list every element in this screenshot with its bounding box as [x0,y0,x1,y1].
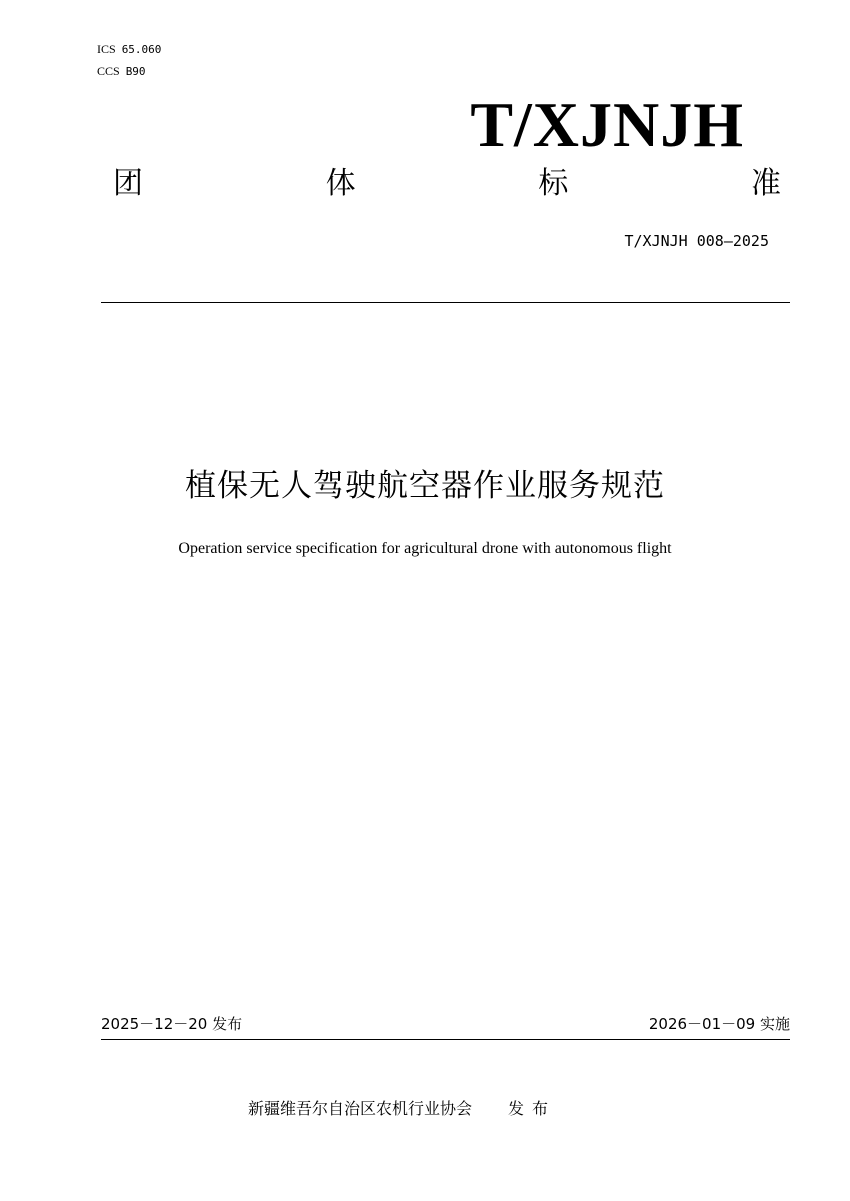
publish-action: 发布 [508,1099,557,1118]
ccs-classification [97,64,146,79]
ics-value: 65.060 [121,43,162,56]
standard-number: T/XJNJH 008—2025 [624,232,769,250]
standard-type-char: 标 [538,166,569,201]
ccs-value: B90 [125,65,146,78]
ics-label: ICS [97,42,116,56]
standard-type-char: 准 [750,166,781,201]
issue-date: 2025－12－20 发布 [101,1015,243,1033]
standard-type-char: 体 [325,166,356,201]
document-title-cn: 植保无人驾驶航空器作业服务规范 [185,468,665,504]
publisher-line [248,1099,556,1119]
standard-code: T/XJNJH [470,89,744,160]
header-divider [101,302,790,303]
document-title-en: Operation service specification for agricultural drone with autonomous flight [178,540,672,557]
implementation-date: 2026－01－09 实施 [648,1015,790,1033]
standard-type [113,166,781,202]
ics-classification [97,42,161,57]
footer-divider [101,1039,790,1040]
publisher-name: 新疆维吾尔自治区农机行业协会 [248,1099,473,1118]
standard-type-char: 团 [113,166,143,201]
ccs-label: CCS [97,64,120,78]
